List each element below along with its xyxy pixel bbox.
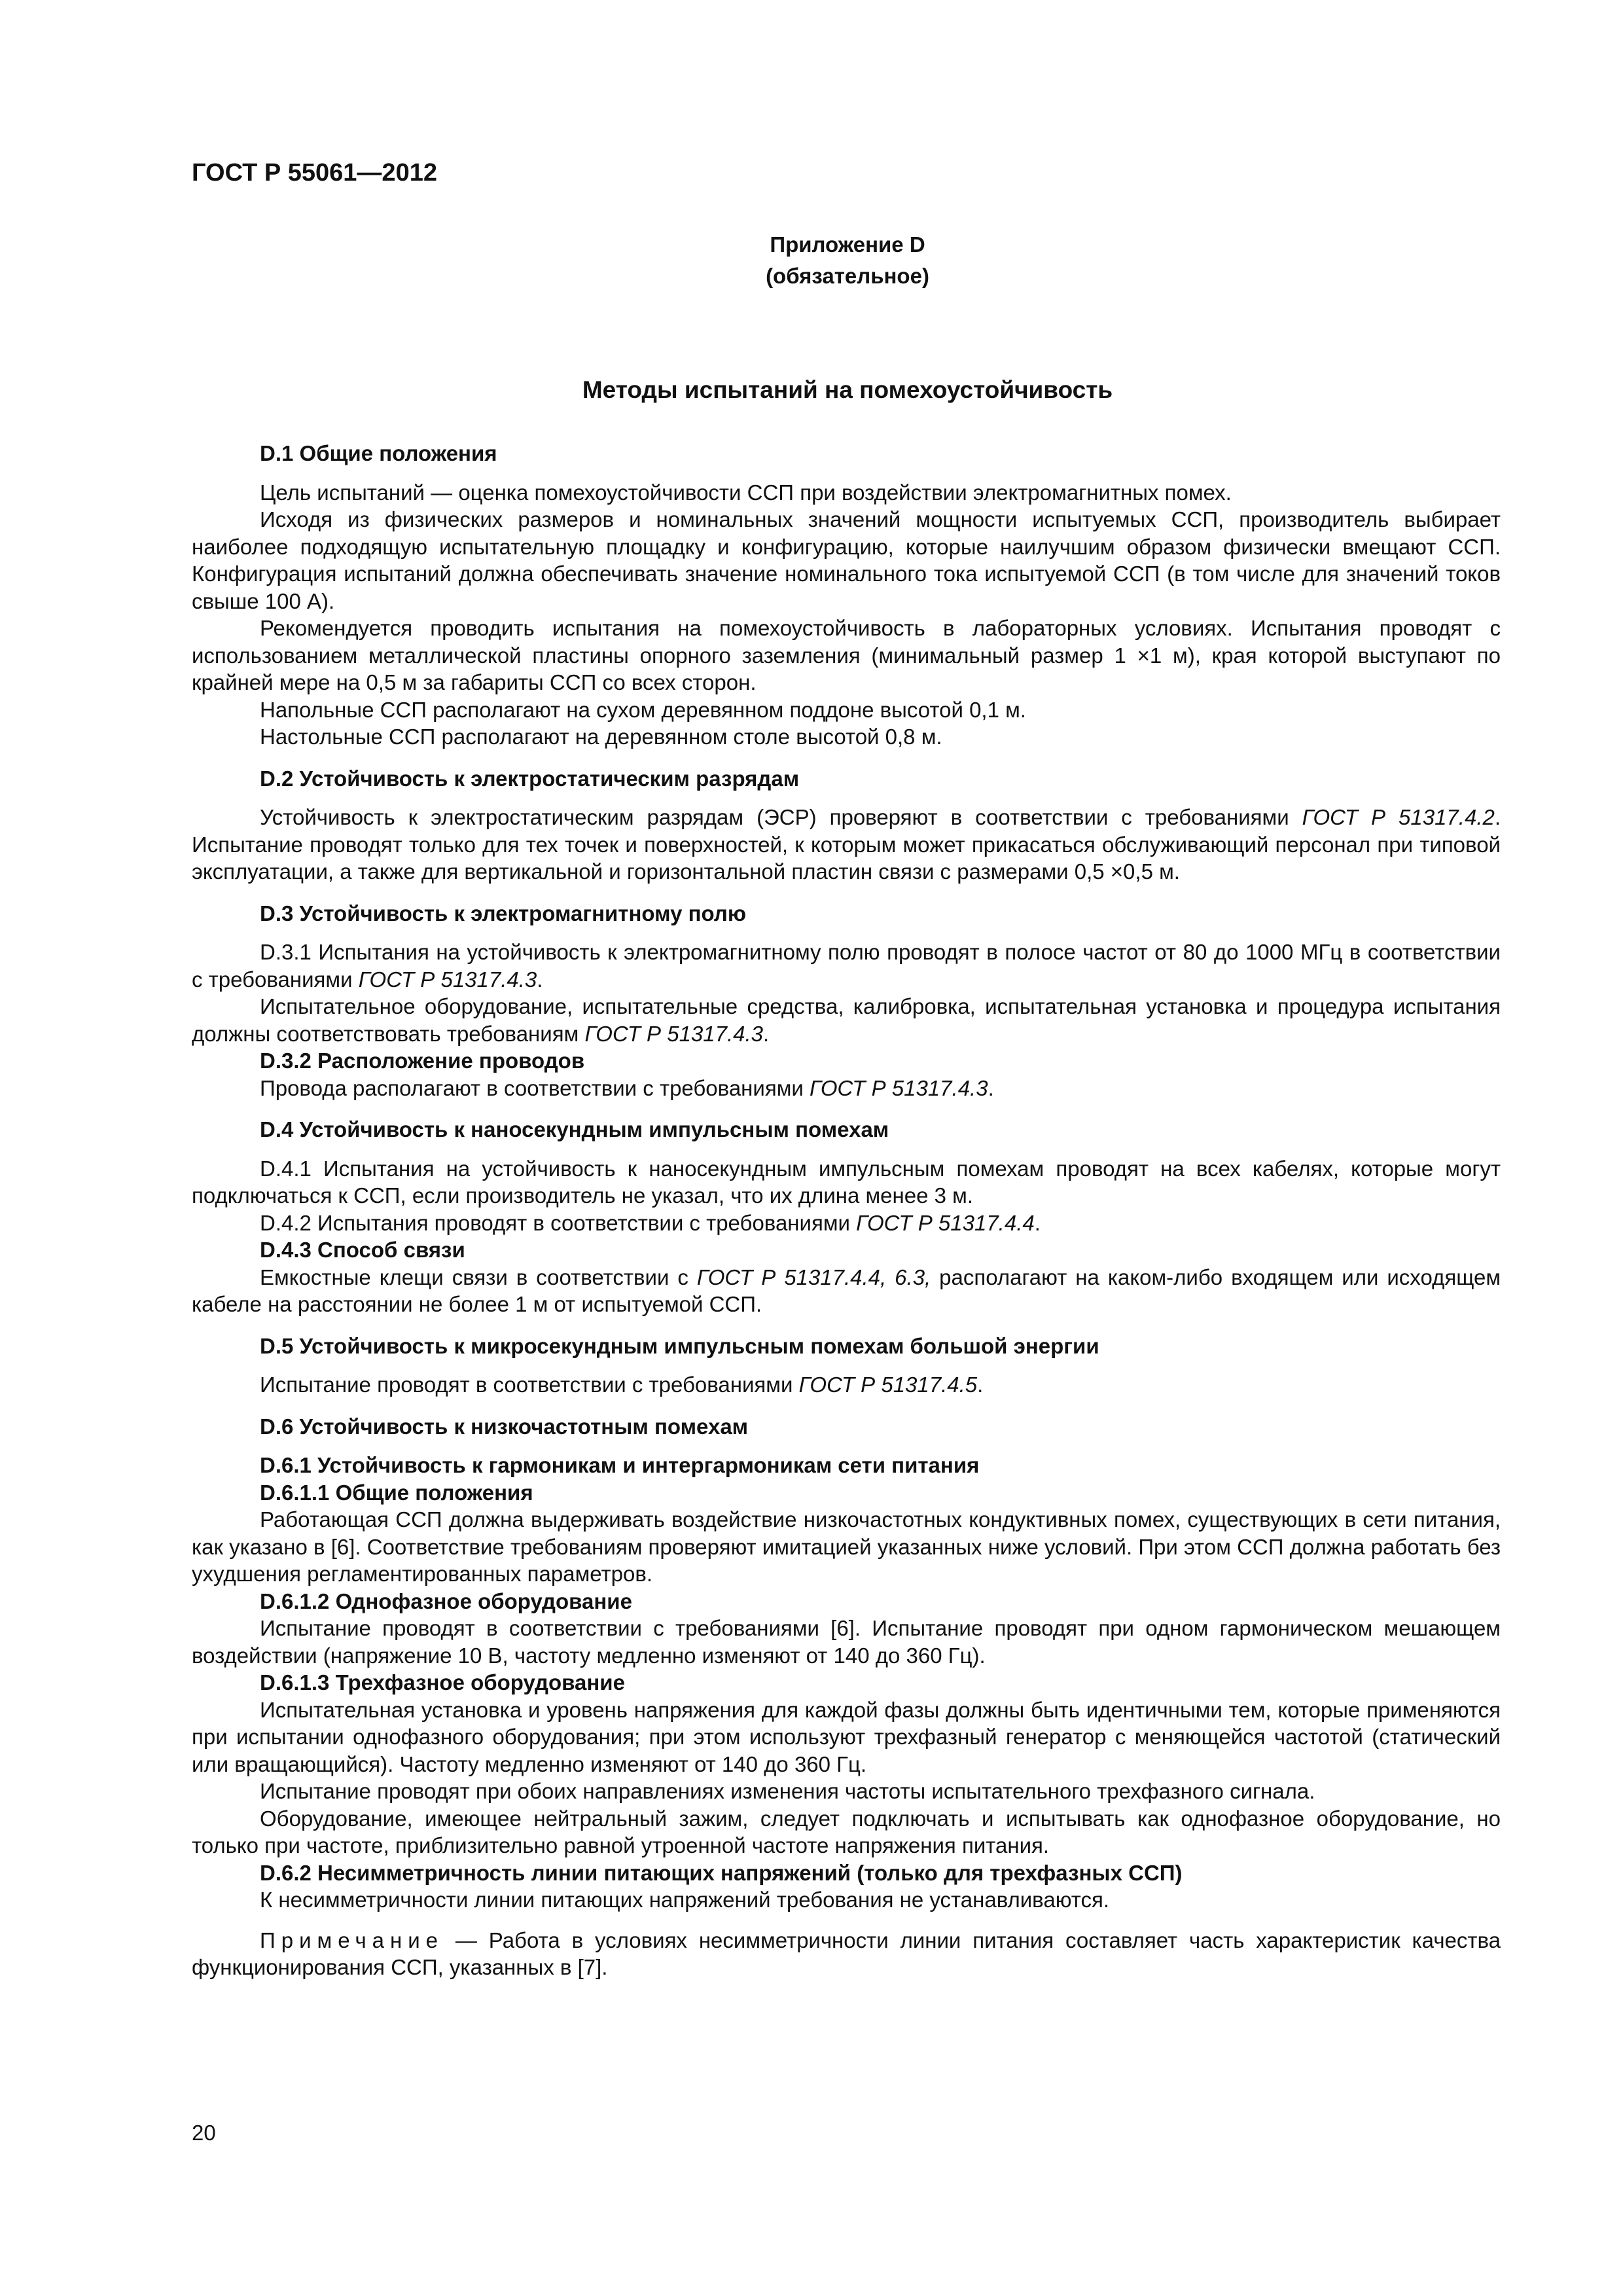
paragraph: Настольные ССП располагают на деревянном столе высотой 0,8 м. (260, 725, 942, 749)
section-heading-d3: D.3 Устойчивость к электромагнитному полю (260, 901, 747, 925)
paragraph: Работающая ССП должна выдерживать воздействие низкочастотных кондуктивных помех, существующих в сети питания, как указано в [6]. Соответствие требованиям проверяют имитацией указанных ниже условий. При этом ССП должна работать без ухудшения регламентированных параметров. (192, 1507, 1501, 1586)
paragraph: Провода располагают в соответствии с требованиями ГОСТ Р 51317.4.3. (260, 1075, 994, 1100)
paragraph: Испытание проводят в соответствии с требованиями ГОСТ Р 51317.4.5. (260, 1372, 984, 1397)
paragraph: Рекомендуется проводить испытания на помехоустойчивость в лабораторных условиях. Испытания проводят с использованием металлической пластины опорного заземления (минимальный размер 1 ×1 м), края которой выступают по крайней мере на 0,5 м за габариты ССП со всех сторон. (192, 616, 1501, 694)
subsection-heading-d6-1-3: D.6.1.3 Трехфазное оборудование (260, 1670, 625, 1695)
standard-reference: ГОСТ Р 51317.4.4 (856, 1210, 1035, 1235)
paragraph: D.3.1 Испытания на устойчивость к электромагнитному полю проводят в полосе частот от 80 до 1000 МГц в соответствии с требованиями ГОСТ Р 51317.4.3. (192, 940, 1501, 992)
paragraph: Испытательная установка и уровень напряжения для каждой фазы должны быть идентичными тем, которые применяются при испытании однофазного оборудования; при этом используют трехфазный генератор с меняющейся частотой (статический или вращающийся). Частоту медленно изменяют от 140 до 360 Гц. (192, 1697, 1501, 1776)
standard-reference: ГОСТ Р 51317.4.3 (810, 1075, 988, 1100)
standard-reference: ГОСТ Р 51317.4.4, 6.3, (696, 1265, 931, 1289)
subsection-heading-d6-2: D.6.2 Несимметричность линии питающих напряжений (только для трехфазных ССП) (260, 1860, 1183, 1885)
paragraph: D.4.2 Испытания проводят в соответствии с требованиями ГОСТ Р 51317.4.4. (260, 1210, 1041, 1235)
section-heading-d2: D.2 Устойчивость к электростатическим разрядам (260, 766, 800, 791)
standard-reference: ГОСТ Р 51317.4.3 (584, 1021, 764, 1046)
note-paragraph: Примечание — Работа в условиях несимметричности линии питания составляет часть характеристик качества функционирования ССП, указанных в [7]. (192, 1928, 1501, 1979)
section-heading-d6: D.6 Устойчивость к низкочастотным помехам (260, 1414, 749, 1439)
subsection-heading-d6-1: D.6.1 Устойчивость к гармоникам и интергармоникам сети питания (260, 1453, 980, 1477)
paragraph: Емкостные клещи связи в соответствии с ГОСТ Р 51317.4.4, 6.3, располагают на каком-либо входящем или исходящем кабеле на расстоянии не более 1 м от испытуемой ССП. (192, 1265, 1501, 1316)
paragraph: Напольные ССП располагают на сухом деревянном поддоне высотой 0,1 м. (260, 697, 1026, 722)
appendix-status: (обязательное) (766, 264, 929, 288)
paragraph: Исходя из физических размеров и номинальных значений мощности испытуемых ССП, производитель выбирает наиболее подходящую испытательную площадку и конфигурацию, которые наилучшим образом физически вмещают ССП. Конфигурация испытаний должна обеспечивать значение номинального тока испытуемой ССП (в том числе для значений токов свыше 100 А). (192, 507, 1501, 613)
paragraph: Устойчивость к электростатическим разрядам (ЭСР) проверяют в соответствии с требованиями ГОСТ Р 51317.4.2. Испытание проводят только для тех точек и поверхностей, к которым может прикасаться обслуживающий персонал при типовой эксплуатации, а также для вертикальной и горизонтальной пластин связи с размерами 0,5 ×0,5 м. (192, 805, 1501, 884)
paragraph: D.4.1 Испытания на устойчивость к наносекундным импульсным помехам проводят на всех кабелях, которые могут подключаться к ССП, если производитель не указал, что их длина менее 3 м. (192, 1156, 1501, 1208)
section-heading-d4: D.4 Устойчивость к наносекундным импульсным помехам (260, 1117, 889, 1141)
paragraph: Цель испытаний — оценка помехоустойчивости ССП при воздействии электромагнитных помех. (260, 480, 1232, 505)
subsection-heading-d3-2: D.3.2 Расположение проводов (260, 1049, 585, 1073)
note-label: Примечание (260, 1928, 444, 1952)
appendix-header (0, 229, 1623, 292)
appendix-label: Приложение D (770, 232, 925, 257)
paragraph: К несимметричности линии питающих напряжений требования не устанавливаются. (260, 1888, 1110, 1912)
paragraph: Испытание проводят в соответствии с требованиями [6]. Испытание проводят при одном гармоническом мешающем воздействии (напряжение 10 В, частоту медленно изменяют от 140 до 360 Гц). (192, 1616, 1501, 1668)
paragraph: Оборудование, имеющее нейтральный зажим, следует подключать и испытывать как однофазное оборудование, но только при частоте, приблизительно равной утроенной частоте напряжения питания. (192, 1806, 1501, 1857)
section-heading-d5: D.5 Устойчивость к микросекундным импульсным помехам большой энергии (260, 1333, 1099, 1358)
document-body (192, 440, 1501, 1981)
subsection-heading-d6-1-1: D.6.1.1 Общие положения (260, 1480, 533, 1505)
page-title: Методы испытаний на помехоустойчивость (582, 376, 1113, 403)
subsection-heading-d4-3: D.4.3 Способ связи (260, 1238, 465, 1262)
paragraph: Испытание проводят при обоих направлениях изменения частоты испытательного трехфазного сигнала. (260, 1779, 1315, 1803)
section-heading-d1: D.1 Общие положения (260, 441, 497, 465)
standard-code: ГОСТ Р 55061—2012 (192, 159, 437, 187)
subsection-heading-d6-1-2: D.6.1.2 Однофазное оборудование (260, 1588, 632, 1613)
standard-reference: ГОСТ Р 51317.4.5 (798, 1372, 978, 1397)
standard-reference: ГОСТ Р 51317.4.3 (358, 967, 537, 992)
page-number: 20 (192, 2121, 216, 2145)
standard-reference: ГОСТ Р 51317.4.2 (1302, 805, 1495, 829)
paragraph: Испытательное оборудование, испытательные средства, калибровка, испытательная установка и процедура испытания должны соответствовать требованиям ГОСТ Р 51317.4.3. (192, 994, 1501, 1046)
